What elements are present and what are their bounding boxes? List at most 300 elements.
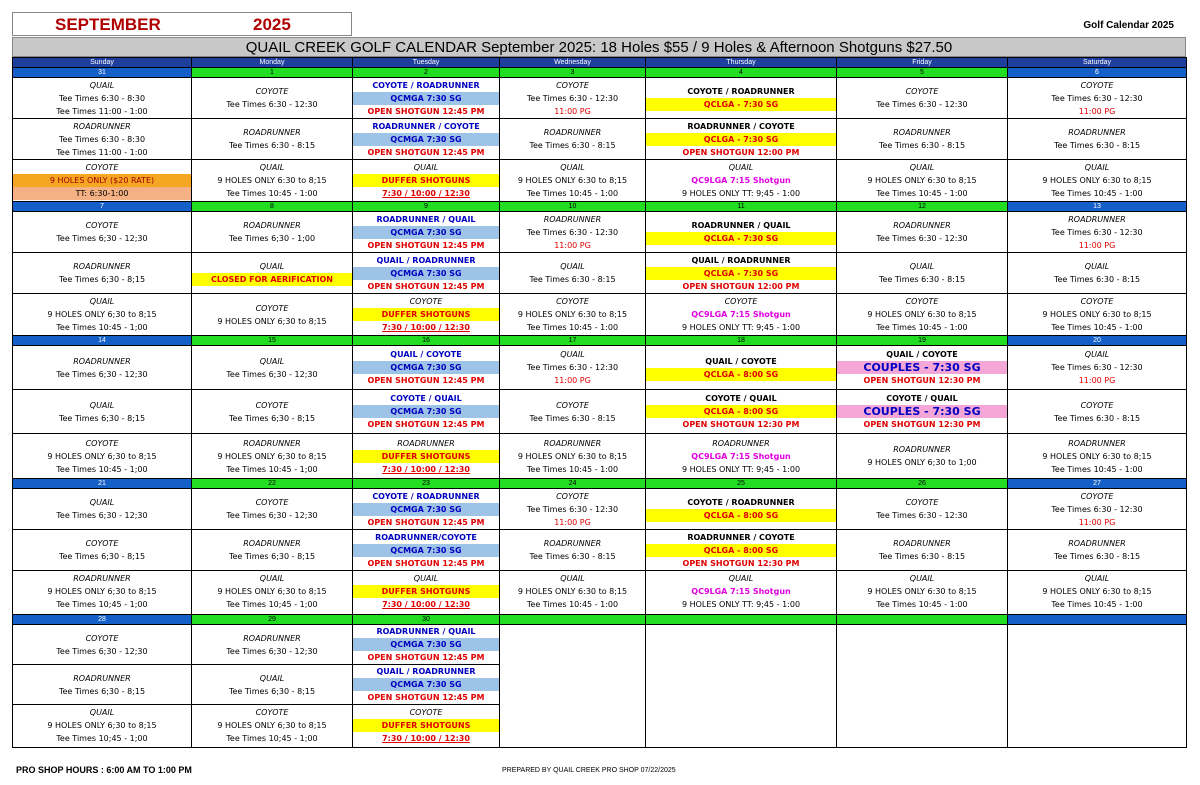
course-block <box>13 571 191 612</box>
course-block <box>13 119 191 160</box>
schedule-line: OPEN SHOTGUN 12:45 PM <box>367 558 485 568</box>
course-name: QUAIL <box>89 400 115 410</box>
day-cell <box>13 78 192 202</box>
schedule-line: 7:30 / 10:00 / 12:30 <box>382 733 470 743</box>
course-name: QUAIL <box>89 80 115 90</box>
course-block <box>646 294 836 335</box>
course-block <box>1008 160 1186 201</box>
course-block <box>13 665 191 705</box>
schedule-line: Tee Times 6:30 - 12:30 <box>1051 504 1143 514</box>
course-name: QUAIL <box>560 350 585 359</box>
schedule-line: Tee Times 10:45 - 1:00 <box>526 600 619 609</box>
course-name: COYOTE <box>85 163 119 172</box>
day-cell <box>837 78 1008 202</box>
course-name: QUAIL <box>560 163 585 172</box>
course-name: ROADRUNNER / COYOTE <box>687 121 795 131</box>
schedule-line: Tee Times 6;30 - 12;30 <box>226 369 318 379</box>
schedule-line: 9 HOLES ONLY 6;30 to 8;15 <box>217 316 327 326</box>
schedule-line: 9 HOLES ONLY 6;30 to 8;15 <box>217 451 327 461</box>
course-block <box>192 119 352 160</box>
day-cell <box>1008 625 1187 748</box>
schedule-line: QCMGA 7:30 SG <box>353 544 499 557</box>
schedule-line: OPEN SHOTGUN 12:00 PM <box>682 281 800 291</box>
schedule-line: QCLGA - 7:30 SG <box>646 133 836 146</box>
course-block <box>837 571 1007 612</box>
schedule-line: 11:00 PG <box>554 240 591 250</box>
course-name: QUAIL <box>259 673 285 683</box>
schedule-line: Tee Times 6:30 - 8:15 <box>529 413 616 423</box>
course-name: COYOTE / ROADRUNNER <box>372 80 480 90</box>
schedule-line: Tee Times 11:00 - 1:00 <box>56 106 148 116</box>
course-name: COYOTE <box>556 400 589 410</box>
schedule-line: QCMGA 7:30 SG <box>353 503 499 516</box>
course-name: ROADRUNNER / QUAIL <box>376 214 476 224</box>
schedule-line: Tee Times 10:45 - 1:00 <box>876 600 968 609</box>
date-number: 14 <box>13 336 192 346</box>
schedule-line: Tee Times 10:45 - 1:00 <box>1051 189 1143 198</box>
course-block <box>500 212 645 253</box>
schedule-line: 9 HOLES ONLY 6:30 to 8;15 <box>517 176 628 185</box>
course-name: ROADRUNNER <box>243 128 301 137</box>
date-number: 8 <box>192 202 353 212</box>
course-name: QUAIL / COYOTE <box>886 350 958 359</box>
week-row <box>13 625 1187 748</box>
schedule-line: Tee Times 10:45 - 1;00 <box>226 464 318 474</box>
date-number <box>837 615 1008 625</box>
course-block <box>353 434 499 478</box>
course-name: ROADRUNNER <box>543 438 602 448</box>
course-block <box>353 705 499 745</box>
date-number: 3 <box>500 68 646 78</box>
course-block <box>192 253 352 294</box>
day-cell <box>500 489 646 615</box>
week-row <box>13 489 1187 615</box>
course-block <box>13 705 191 745</box>
course-name: COYOTE <box>409 297 443 306</box>
course-block <box>353 119 499 160</box>
course-block <box>192 530 352 571</box>
date-number: 28 <box>13 615 192 625</box>
schedule-line: OPEN SHOTGUN 12:00 PM <box>682 147 800 157</box>
day-header-tuesday: Tuesday <box>353 58 500 68</box>
course-name: COYOTE <box>1080 491 1114 501</box>
schedule-line: Tee Times 6;30 - 12;30 <box>56 511 148 520</box>
schedule-line: 11:00 PG <box>554 517 591 527</box>
course-block <box>500 530 645 571</box>
date-number: 13 <box>1008 202 1187 212</box>
schedule-line: 9 HOLES ONLY 6:30 to 8;15 <box>1042 310 1152 319</box>
schedule-line: Tee Times 6;30 - 8;15 <box>58 413 146 423</box>
course-name: COYOTE <box>85 221 119 230</box>
course-block <box>353 253 499 294</box>
schedule-line: Tee Times 6:30 - 8:15 <box>878 141 966 150</box>
day-cell <box>192 212 353 336</box>
course-name: QUAIL <box>413 163 439 172</box>
schedule-line: Tee Times 6:30 - 12:30 <box>526 504 619 514</box>
course-name: QUAIL <box>1084 574 1110 583</box>
course-name: ROADRUNNER <box>893 128 951 137</box>
week-row <box>13 78 1187 202</box>
course-name: ROADRUNNER <box>243 221 301 230</box>
schedule-line: OPEN SHOTGUN 12:45 PM <box>367 106 485 116</box>
schedule-line: 7:30 / 10:00 / 12:30 <box>382 323 470 332</box>
course-name: ROADRUNNER <box>1068 539 1126 548</box>
schedule-line: QCMGA 7:30 SG <box>353 405 499 418</box>
course-block <box>1008 253 1186 294</box>
day-header-wednesday: Wednesday <box>500 58 646 68</box>
schedule-line: Tee Times 6:30 - 8:15 <box>1053 413 1141 423</box>
schedule-line: 9 HOLES ONLY 6:30 to 8;15 <box>217 176 327 185</box>
month-name: SEPTEMBER <box>55 15 161 34</box>
schedule-line: Tee Times 6;30 - 12;30 <box>56 369 148 379</box>
schedule-line: 7:30 / 10:00 / 12:30 <box>382 189 470 198</box>
day-cell <box>353 489 500 615</box>
schedule-line: QCLGA - 7:30 SG <box>646 98 836 111</box>
course-name: QUAIL / ROADRUNNER <box>376 255 476 265</box>
course-name: QUAIL <box>89 297 115 306</box>
course-name: COYOTE <box>255 707 289 717</box>
course-name: COYOTE / QUAIL <box>705 394 777 403</box>
date-number: 25 <box>646 479 837 489</box>
course-block <box>192 346 352 390</box>
schedule-line: Tee Times 10:45 - 1:00 <box>1051 464 1143 474</box>
schedule-line: Tee Times 10;45 - 1;00 <box>226 600 318 609</box>
month-year: 2025 <box>253 15 291 34</box>
course-name: ROADRUNNER <box>73 121 131 131</box>
course-name: ROADRUNNER <box>712 438 770 448</box>
course-block <box>13 78 191 119</box>
schedule-line: Tee Times 6:30 - 8:30 <box>58 93 146 103</box>
date-number: 21 <box>13 479 192 489</box>
course-block <box>353 665 499 705</box>
course-block <box>646 160 836 201</box>
schedule-line: Tee Times 6:30 - 12:30 <box>1051 227 1143 237</box>
schedule-line: QCMGA 7:30 SG <box>353 226 499 239</box>
schedule-line: Tee Times 6:30 - 8:15 <box>529 141 616 150</box>
day-cell <box>353 346 500 479</box>
course-name: ROADRUNNER <box>243 539 301 548</box>
date-number: 6 <box>1008 68 1187 78</box>
day-cell <box>837 625 1008 748</box>
course-block <box>192 665 352 705</box>
course-name: ROADRUNNER <box>73 262 131 271</box>
course-name: ROADRUNNER <box>1068 128 1126 137</box>
date-number: 20 <box>1008 336 1187 346</box>
course-block <box>1008 390 1186 434</box>
course-block <box>646 346 836 390</box>
date-number: 26 <box>837 479 1008 489</box>
schedule-line: OPEN SHOTGUN 12:45 PM <box>367 281 485 291</box>
date-number <box>1008 615 1187 625</box>
schedule-line: DUFFER SHOTGUNS <box>353 174 499 187</box>
date-number: 23 <box>353 479 500 489</box>
schedule-line: Tee Times 10:45 - 1:00 <box>1051 600 1143 609</box>
course-block <box>500 119 645 160</box>
course-name: ROADRUNNER <box>397 438 455 448</box>
date-number: 1 <box>192 68 353 78</box>
course-name: QUAIL <box>259 356 285 366</box>
course-block <box>13 160 191 201</box>
course-name: COYOTE <box>556 297 589 306</box>
schedule-line: 9 HOLES ONLY TT: 9;45 - 1:00 <box>681 189 801 198</box>
course-block <box>13 253 191 294</box>
course-block <box>1008 530 1186 571</box>
course-name: COYOTE <box>255 400 289 410</box>
schedule-line: Tee Times 6:30 - 8:15 <box>1053 275 1141 284</box>
course-block <box>192 212 352 253</box>
course-block <box>1008 119 1186 160</box>
course-block <box>353 212 499 253</box>
schedule-line: QC9LGA 7:15 Shotgun <box>691 310 791 319</box>
course-name: COYOTE <box>724 297 758 306</box>
calendar-header <box>12 12 1186 36</box>
schedule-line: Tee Times 10:45 - 1;00 <box>56 323 148 332</box>
course-name: ROADRUNNER/COYOTE <box>375 532 477 542</box>
course-block <box>353 390 499 434</box>
schedule-line: 11:00 PG <box>1078 376 1116 385</box>
schedule-line: QCLGA - 8:00 SG <box>646 368 836 381</box>
course-name: ROADRUNNER <box>543 539 602 548</box>
course-name: ROADRUNNER / COYOTE <box>372 121 480 131</box>
course-name: ROADRUNNER <box>893 221 951 230</box>
course-block <box>192 390 352 434</box>
schedule-line: COUPLES - 7:30 SG <box>837 361 1007 374</box>
day-cell <box>646 625 837 748</box>
course-name: COYOTE <box>905 297 939 306</box>
course-block <box>1008 571 1186 612</box>
schedule-line: 9 HOLES ONLY 6:30 to 8;15 <box>1042 176 1152 185</box>
course-block <box>837 530 1007 571</box>
schedule-line: DUFFER SHOTGUNS <box>353 719 499 732</box>
schedule-line: OPEN SHOTGUN 12:45 PM <box>367 376 485 385</box>
schedule-line: Tee Times 11:00 - 1:00 <box>56 147 148 157</box>
course-name: COYOTE <box>905 87 939 96</box>
course-block <box>353 160 499 201</box>
day-cell <box>1008 78 1187 202</box>
schedule-line: 9 HOLES ONLY 6;30 to 8;15 <box>47 451 157 461</box>
course-block <box>500 571 645 612</box>
day-cell <box>192 346 353 479</box>
course-name: QUAIL / COYOTE <box>390 350 462 359</box>
course-block <box>646 489 836 530</box>
day-header-friday: Friday <box>837 58 1008 68</box>
course-name: ROADRUNNER <box>543 128 602 137</box>
course-block <box>1008 434 1186 478</box>
course-name: COYOTE <box>1080 400 1114 410</box>
course-block <box>837 346 1007 390</box>
date-number: 22 <box>192 479 353 489</box>
course-name: QUAIL <box>259 262 285 271</box>
course-name: QUAIL / COYOTE <box>705 356 777 366</box>
course-block <box>353 571 499 612</box>
course-name: QUAIL <box>560 574 585 583</box>
schedule-line: Tee Times 10:45 - 1:00 <box>876 323 968 332</box>
course-block <box>837 212 1007 253</box>
course-block <box>646 212 836 253</box>
schedule-line: QCMGA 7:30 SG <box>353 267 499 280</box>
schedule-line: 9 HOLES ONLY 6:30 to 8;15 <box>1042 587 1152 596</box>
course-name: ROADRUNNER <box>73 356 131 366</box>
date-number: 27 <box>1008 479 1187 489</box>
date-number: 16 <box>353 336 500 346</box>
date-number: 5 <box>837 68 1008 78</box>
course-block <box>192 489 352 530</box>
week-row <box>13 212 1187 336</box>
schedule-line: Tee Times 6;30 - 8;15 <box>58 275 146 284</box>
schedule-line: OPEN SHOTGUN 12:45 PM <box>367 517 485 527</box>
date-number <box>500 615 646 625</box>
course-name: COYOTE <box>905 498 939 507</box>
schedule-line: 9 HOLES ONLY TT: 9;45 - 1:00 <box>681 600 801 609</box>
date-row <box>13 336 1187 346</box>
course-block <box>353 78 499 119</box>
date-number: 30 <box>353 615 500 625</box>
course-name: COYOTE <box>1080 297 1114 306</box>
date-number: 10 <box>500 202 646 212</box>
course-block <box>500 78 645 119</box>
schedule-line: Tee Times 10:45 - 1:00 <box>526 464 619 474</box>
schedule-line: Tee Times 10;45 - 1;00 <box>56 733 148 743</box>
schedule-line: 9 HOLES ONLY 6:30 to 8;15 <box>867 176 977 185</box>
course-name: QUAIL <box>1084 350 1110 359</box>
schedule-line: Tee Times 6:30 - 8:15 <box>878 552 966 561</box>
course-name: QUAIL / ROADRUNNER <box>376 667 476 676</box>
day-cell <box>192 78 353 202</box>
date-number: 11 <box>646 202 837 212</box>
schedule-line: Tee Times 10:45 - 1;00 <box>56 464 148 474</box>
schedule-line: DUFFER SHOTGUNS <box>353 450 499 463</box>
date-number: 24 <box>500 479 646 489</box>
course-block <box>646 530 836 571</box>
schedule-line: COUPLES - 7:30 SG <box>837 405 1007 418</box>
course-name: QUAIL <box>1084 262 1110 271</box>
schedule-line: 11:00 PG <box>1078 106 1116 116</box>
schedule-line: Tee Times 6:30 - 8:15 <box>228 141 316 150</box>
course-block <box>837 434 1007 478</box>
course-block <box>500 346 645 390</box>
schedule-line: Tee Times 10:45 - 1:00 <box>526 323 619 332</box>
schedule-line: 9 HOLES ONLY 6:30 to 8;15 <box>867 310 977 319</box>
day-cell <box>646 346 837 479</box>
schedule-line: 9 HOLES ONLY TT: 9;45 - 1:00 <box>681 323 801 332</box>
date-number: 9 <box>353 202 500 212</box>
schedule-line: Tee Times 6:30 - 12:30 <box>526 227 619 237</box>
course-block <box>13 489 191 530</box>
course-name: ROADRUNNER <box>1068 214 1126 224</box>
day-cell <box>13 625 192 748</box>
date-number: 18 <box>646 336 837 346</box>
calendar-label: Golf Calendar 2025 <box>1083 20 1174 31</box>
date-number: 12 <box>837 202 1008 212</box>
schedule-line: 9 HOLES ONLY 6:30 to 8;15 <box>1042 451 1152 461</box>
course-block <box>500 294 645 335</box>
course-name: QUAIL / ROADRUNNER <box>691 255 791 265</box>
course-name: COYOTE <box>255 87 289 96</box>
schedule-line: QCLGA - 8:00 SG <box>646 509 836 522</box>
course-block <box>646 119 836 160</box>
course-name: COYOTE <box>556 491 589 501</box>
schedule-line: QC9LGA 7:15 Shotgun <box>691 176 791 185</box>
course-name: QUAIL <box>728 574 754 583</box>
schedule-line: OPEN SHOTGUN 12:45 PM <box>367 653 485 662</box>
schedule-line: QCMGA 7:30 SG <box>353 361 499 374</box>
day-cell <box>500 212 646 336</box>
course-block <box>353 625 499 665</box>
schedule-line: 7:30 / 10:00 / 12:30 <box>382 464 470 474</box>
schedule-line: QC9LGA 7:15 Shotgun <box>691 587 791 596</box>
course-name: ROADRUNNER / QUAIL <box>376 627 476 636</box>
day-cell <box>646 78 837 202</box>
date-number: 29 <box>192 615 353 625</box>
course-name: QUAIL <box>413 574 439 583</box>
day-cell <box>646 489 837 615</box>
schedule-line: Tee Times 6:30 - 8:30 <box>58 134 146 144</box>
course-block <box>837 390 1007 434</box>
week-row <box>13 346 1187 479</box>
course-block <box>192 705 352 745</box>
course-name: ROADRUNNER / COYOTE <box>687 532 795 542</box>
schedule-line: OPEN SHOTGUN 12:45 PM <box>367 693 485 702</box>
course-name: QUAIL <box>1084 163 1110 172</box>
day-cell <box>646 212 837 336</box>
course-block <box>353 530 499 571</box>
course-name: COYOTE <box>85 633 119 643</box>
course-block <box>353 489 499 530</box>
course-block <box>192 78 352 119</box>
schedule-line: Tee Times 6;30 - 12;30 <box>226 511 318 520</box>
schedule-line: Tee Times 6;30 - 8;15 <box>228 552 316 561</box>
schedule-line: 9 HOLES ONLY 6;30 to 1;00 <box>867 458 977 467</box>
schedule-line: Tee Times 10;45 - 1;00 <box>226 733 318 743</box>
schedule-line: Tee Times 10:45 - 1:00 <box>1051 323 1143 332</box>
course-block <box>13 212 191 253</box>
course-name: COYOTE / ROADRUNNER <box>372 491 480 501</box>
schedule-line: Tee Times 6;30 - 1;00 <box>228 234 316 243</box>
course-block <box>646 390 836 434</box>
course-name: ROADRUNNER <box>893 539 951 548</box>
course-block <box>13 294 191 335</box>
course-block <box>1008 489 1186 530</box>
schedule-line: CLOSED FOR AERIFICATION <box>192 273 352 286</box>
schedule-line: 11:00 PG <box>554 376 591 385</box>
schedule-line: Tee Times 6:30 - 8:15 <box>1053 552 1141 561</box>
schedule-line: TT: 6:30-1:00 <box>13 187 191 200</box>
course-block <box>13 530 191 571</box>
course-block <box>13 346 191 390</box>
course-name: ROADRUNNER / QUAIL <box>691 221 791 230</box>
schedule-line: Tee Times 6:30 - 12:30 <box>1051 363 1143 372</box>
schedule-line: Tee Times 6:30 - 12:30 <box>1051 93 1143 103</box>
course-name: COYOTE <box>1080 80 1114 90</box>
day-cell <box>1008 212 1187 336</box>
schedule-line: Tee Times 6;30 - 8;15 <box>58 552 146 561</box>
day-cell <box>837 489 1008 615</box>
day-header-thursday: Thursday <box>646 58 837 68</box>
course-name: QUAIL <box>259 163 285 172</box>
schedule-line: 9 HOLES ONLY 6;30 to 8;15 <box>47 587 157 596</box>
course-block <box>646 571 836 612</box>
schedule-line: Tee Times 10;45 - 1;00 <box>56 600 148 609</box>
schedule-line: QCLGA - 8:00 SG <box>646 405 836 418</box>
schedule-line: DUFFER SHOTGUNS <box>353 585 499 598</box>
schedule-line: Tee Times 6:30 - 8:15 <box>529 552 616 561</box>
day-header-monday: Monday <box>192 58 353 68</box>
schedule-line: Tee Times 6:30 - 12:30 <box>526 93 619 103</box>
schedule-line: 9 HOLES ONLY ($20 RATE) <box>13 174 191 187</box>
course-block <box>837 119 1007 160</box>
schedule-line: OPEN SHOTGUN 12:30 PM <box>682 558 800 568</box>
schedule-line: Tee Times 6:30 - 12:30 <box>226 100 318 109</box>
